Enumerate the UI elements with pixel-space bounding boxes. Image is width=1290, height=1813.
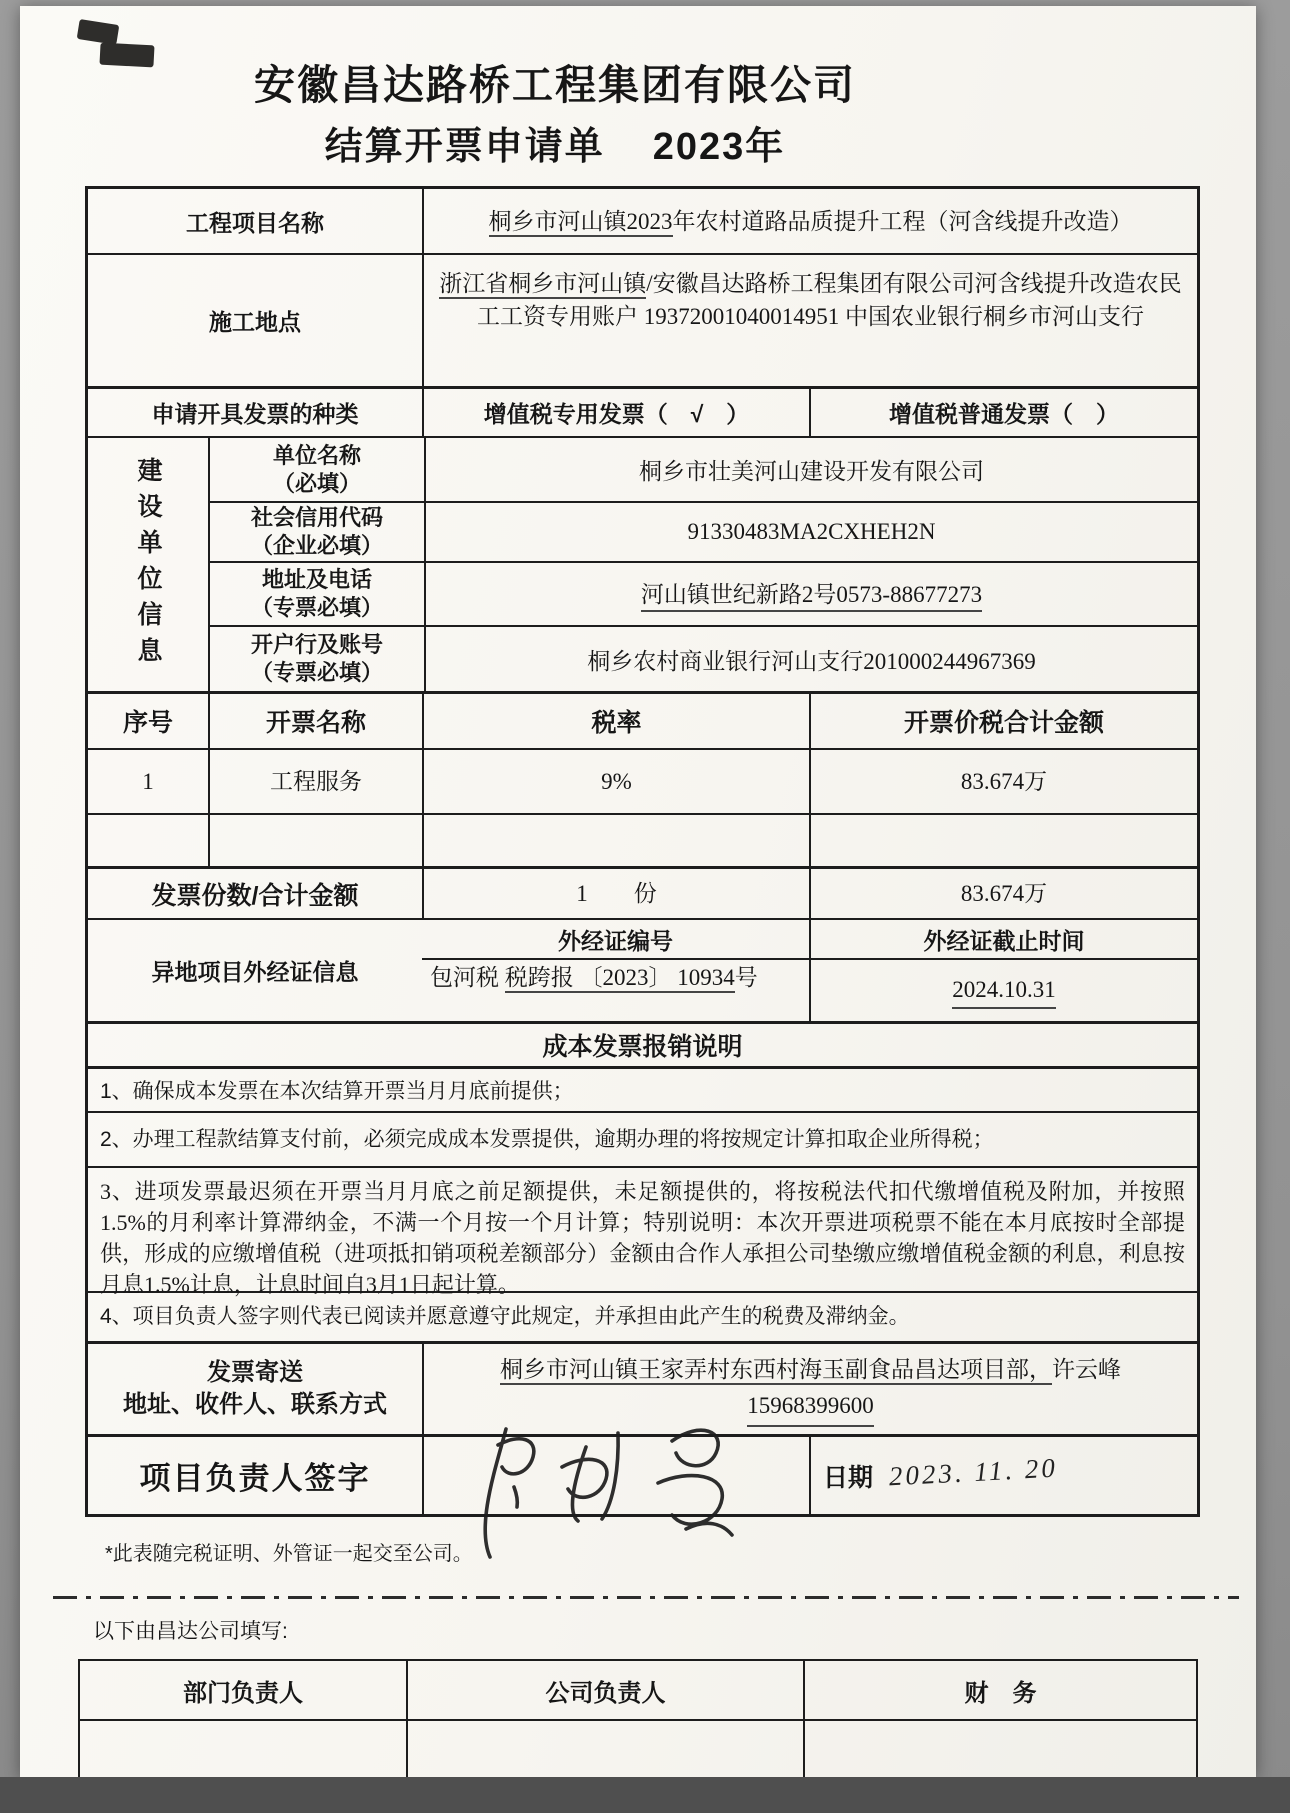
unit-info-rows xyxy=(208,438,1197,691)
signature-row xyxy=(88,1434,1197,1514)
form-footnote: *此表随完税证明、外管证一起交至公司。 xyxy=(105,1543,473,1565)
scan-background-floor xyxy=(0,1777,1290,1813)
address-phone-row xyxy=(210,561,1197,625)
item-1-name: 工程服务 xyxy=(208,750,422,813)
items-header-no: 序号 xyxy=(122,709,173,737)
scan-artifact-mark xyxy=(77,19,120,45)
item-2-rate xyxy=(422,815,809,866)
scan-artifact-mark xyxy=(99,43,154,68)
construction-site-label: 施工地点 xyxy=(209,309,301,335)
out-of-area-cert-label: 异地项目外经证信息 xyxy=(151,959,359,985)
mailing-address-underlined: 桐乡市河山镇王家弄村东西村海玉副食品昌达项目部， xyxy=(500,1357,1052,1385)
totals-label: 发票份数/合计金额 xyxy=(151,881,359,910)
form-year: 2023年 xyxy=(652,126,786,168)
note-item-4: 4、项目负责人签字则代表已阅读并愿意遵守此规定，并承担由此产生的税费及滞纳金。 xyxy=(88,1291,1197,1341)
signature-label: 项目负责人签字 xyxy=(139,1461,371,1496)
totals-count: 1 份 xyxy=(422,869,809,918)
credit-code-value: 91330483MA2CXHEH2N xyxy=(424,503,1197,561)
row-construction-site xyxy=(88,253,1197,386)
project-name-label: 工程项目名称 xyxy=(186,209,324,236)
item-row-1 xyxy=(88,748,1197,813)
company-fill-instruction: 以下由昌达公司填写: xyxy=(93,1620,288,1643)
items-header-rate: 税率 xyxy=(422,694,809,748)
unit-name-label-line2: （必填） xyxy=(272,470,361,496)
bank-account-row xyxy=(210,625,1197,691)
item-2-name xyxy=(208,815,422,866)
construction-site-underlined: 浙江省桐乡市河山镇 xyxy=(439,271,646,299)
mailing-contact-name: 许云峰 xyxy=(1052,1356,1121,1382)
items-header-name: 开票名称 xyxy=(208,694,422,748)
address-phone-label xyxy=(210,563,424,625)
form-title-text: 结算开票申请单 xyxy=(324,126,605,168)
cert-no-underlined: 税跨报 〔2023〕 10934 xyxy=(505,965,735,993)
project-name-rest: 年农村道路品质提升工程（河含线提升改造） xyxy=(672,208,1133,234)
company-manager-header: 公司负责人 xyxy=(406,1661,803,1719)
cert-no-suffix: 号 xyxy=(734,965,758,990)
cert-deadline-header: 外经证截止时间 xyxy=(809,920,1197,958)
address-phone-label-line2: （专票必填） xyxy=(250,595,383,620)
unit-name-value: 桐乡市壮美河山建设开发有限公司 xyxy=(424,438,1197,501)
item-1-no: 1 xyxy=(142,769,154,794)
invoice-type-general-vat: 增值税普通发票（ ） xyxy=(809,389,1197,436)
cert-no-header: 外经证编号 xyxy=(558,927,673,954)
handwritten-date: 2023. 11. 20 xyxy=(888,1452,1059,1492)
construction-site-rest: /安徽昌达路桥工程集团有限公司河含线提升改造农民工工资专用账户 19372001040014951 中国农业银行桐乡市河山支行 xyxy=(477,271,1182,329)
note-item-3: 3、进项发票最迟须在开票当月月底之前足额提供，未足额提供的，将按税法代扣代缴增值税及附加，并按照1.5%的月利率计算滞纳金，不满一个月按一个月计算；特别说明：本次开票进项税票不能在本月底按时全部提供，形成的应缴增值税（进项抵扣销项税差额部分）金额由合作人承担公司垫缴应缴增值税金额的利息，利息按月息1.5%计息，计息时间自3月1日起计算。 xyxy=(88,1166,1197,1291)
cert-no-prefix: 包河税 xyxy=(430,965,505,990)
item-1-amount: 83.674万 xyxy=(809,750,1197,813)
address-phone-value-text: 河山镇世纪新路2号0573-88677273 xyxy=(641,576,982,612)
bank-account-label-line1: 开户行及账号 xyxy=(250,632,383,657)
scanned-form-paper xyxy=(20,6,1256,1778)
item-2-no xyxy=(88,815,208,866)
address-phone-label-line1: 地址及电话 xyxy=(261,567,372,592)
cert-values xyxy=(422,960,1197,1021)
row-project-name xyxy=(88,189,1197,253)
unit-name-label xyxy=(210,438,424,501)
items-header-amount: 开票价税合计金额 xyxy=(809,694,1197,748)
invoice-type-label: 申请开具发票的种类 xyxy=(151,401,359,427)
item-2-amount xyxy=(809,815,1197,866)
unit-info-vertical-label: 建设单位信息 xyxy=(134,456,162,673)
items-header-row xyxy=(88,691,1197,748)
item-row-2-empty xyxy=(88,813,1197,866)
address-phone-value xyxy=(424,563,1197,625)
cert-deadline-value xyxy=(809,960,1197,1021)
out-of-area-cert-row xyxy=(88,918,1197,1021)
dept-manager-header: 部门负责人 xyxy=(183,1679,303,1707)
bank-account-label-line2: （专票必填） xyxy=(250,660,383,685)
item-1-rate: 9% xyxy=(422,750,809,813)
credit-code-label-line2: （企业必填） xyxy=(250,533,383,558)
credit-code-row xyxy=(210,501,1197,561)
out-of-area-cert-right xyxy=(422,920,1197,1021)
signature-cell xyxy=(422,1437,809,1514)
date-cell xyxy=(809,1437,1197,1514)
note-item-2: 2、办理工程款结算支付前，必须完成成本发票提供，逾期办理的将按规定计算扣取企业所得税； xyxy=(88,1111,1197,1166)
cert-deadline-text: 2024.10.31 xyxy=(952,973,1056,1009)
dashed-divider xyxy=(53,1596,1239,1599)
unit-info-vertical-label-cell xyxy=(88,438,208,691)
date-label: 日期 xyxy=(823,1463,874,1492)
unit-name-label-line1: 单位名称 xyxy=(272,442,361,468)
note-item-1: 1、确保成本发票在本次结算开票当月月底前提供； xyxy=(88,1066,1197,1111)
invoice-type-special-vat: 增值税专用发票（ √ ） xyxy=(422,389,809,436)
company-title: 安徽昌达路桥工程集团有限公司 xyxy=(254,62,856,108)
credit-code-label xyxy=(210,503,424,561)
cert-no-value xyxy=(422,960,809,1021)
totals-row xyxy=(88,866,1197,918)
project-name-value xyxy=(422,189,1197,253)
construction-unit-block xyxy=(88,436,1197,691)
unit-name-row xyxy=(210,438,1197,501)
totals-amount: 83.674万 xyxy=(809,869,1197,918)
bank-account-value: 桐乡农村商业银行河山支行201000244967369 xyxy=(424,627,1197,691)
construction-site-value xyxy=(422,255,1197,386)
cert-headers xyxy=(422,920,1197,960)
handwritten-signature xyxy=(460,1409,760,1559)
form-title xyxy=(55,115,1055,170)
mailing-phone: 15968399600 xyxy=(747,1388,874,1427)
bank-account-label xyxy=(210,627,424,691)
invoice-application-table xyxy=(85,186,1200,1517)
row-invoice-type xyxy=(88,386,1197,436)
mailing-label-line2: 地址、收件人、联系方式 xyxy=(123,1391,387,1418)
approval-header-row xyxy=(80,1661,1196,1719)
notes-header: 成本发票报销说明 xyxy=(542,1033,743,1061)
mailing-label xyxy=(88,1344,422,1434)
finance-header: 财 务 xyxy=(803,1661,1196,1719)
mailing-label-line1: 发票寄送 xyxy=(207,1359,303,1386)
credit-code-label-line1: 社会信用代码 xyxy=(250,505,383,530)
notes-header-row xyxy=(88,1021,1197,1066)
project-name-underlined: 桐乡市河山镇2023 xyxy=(489,209,673,237)
